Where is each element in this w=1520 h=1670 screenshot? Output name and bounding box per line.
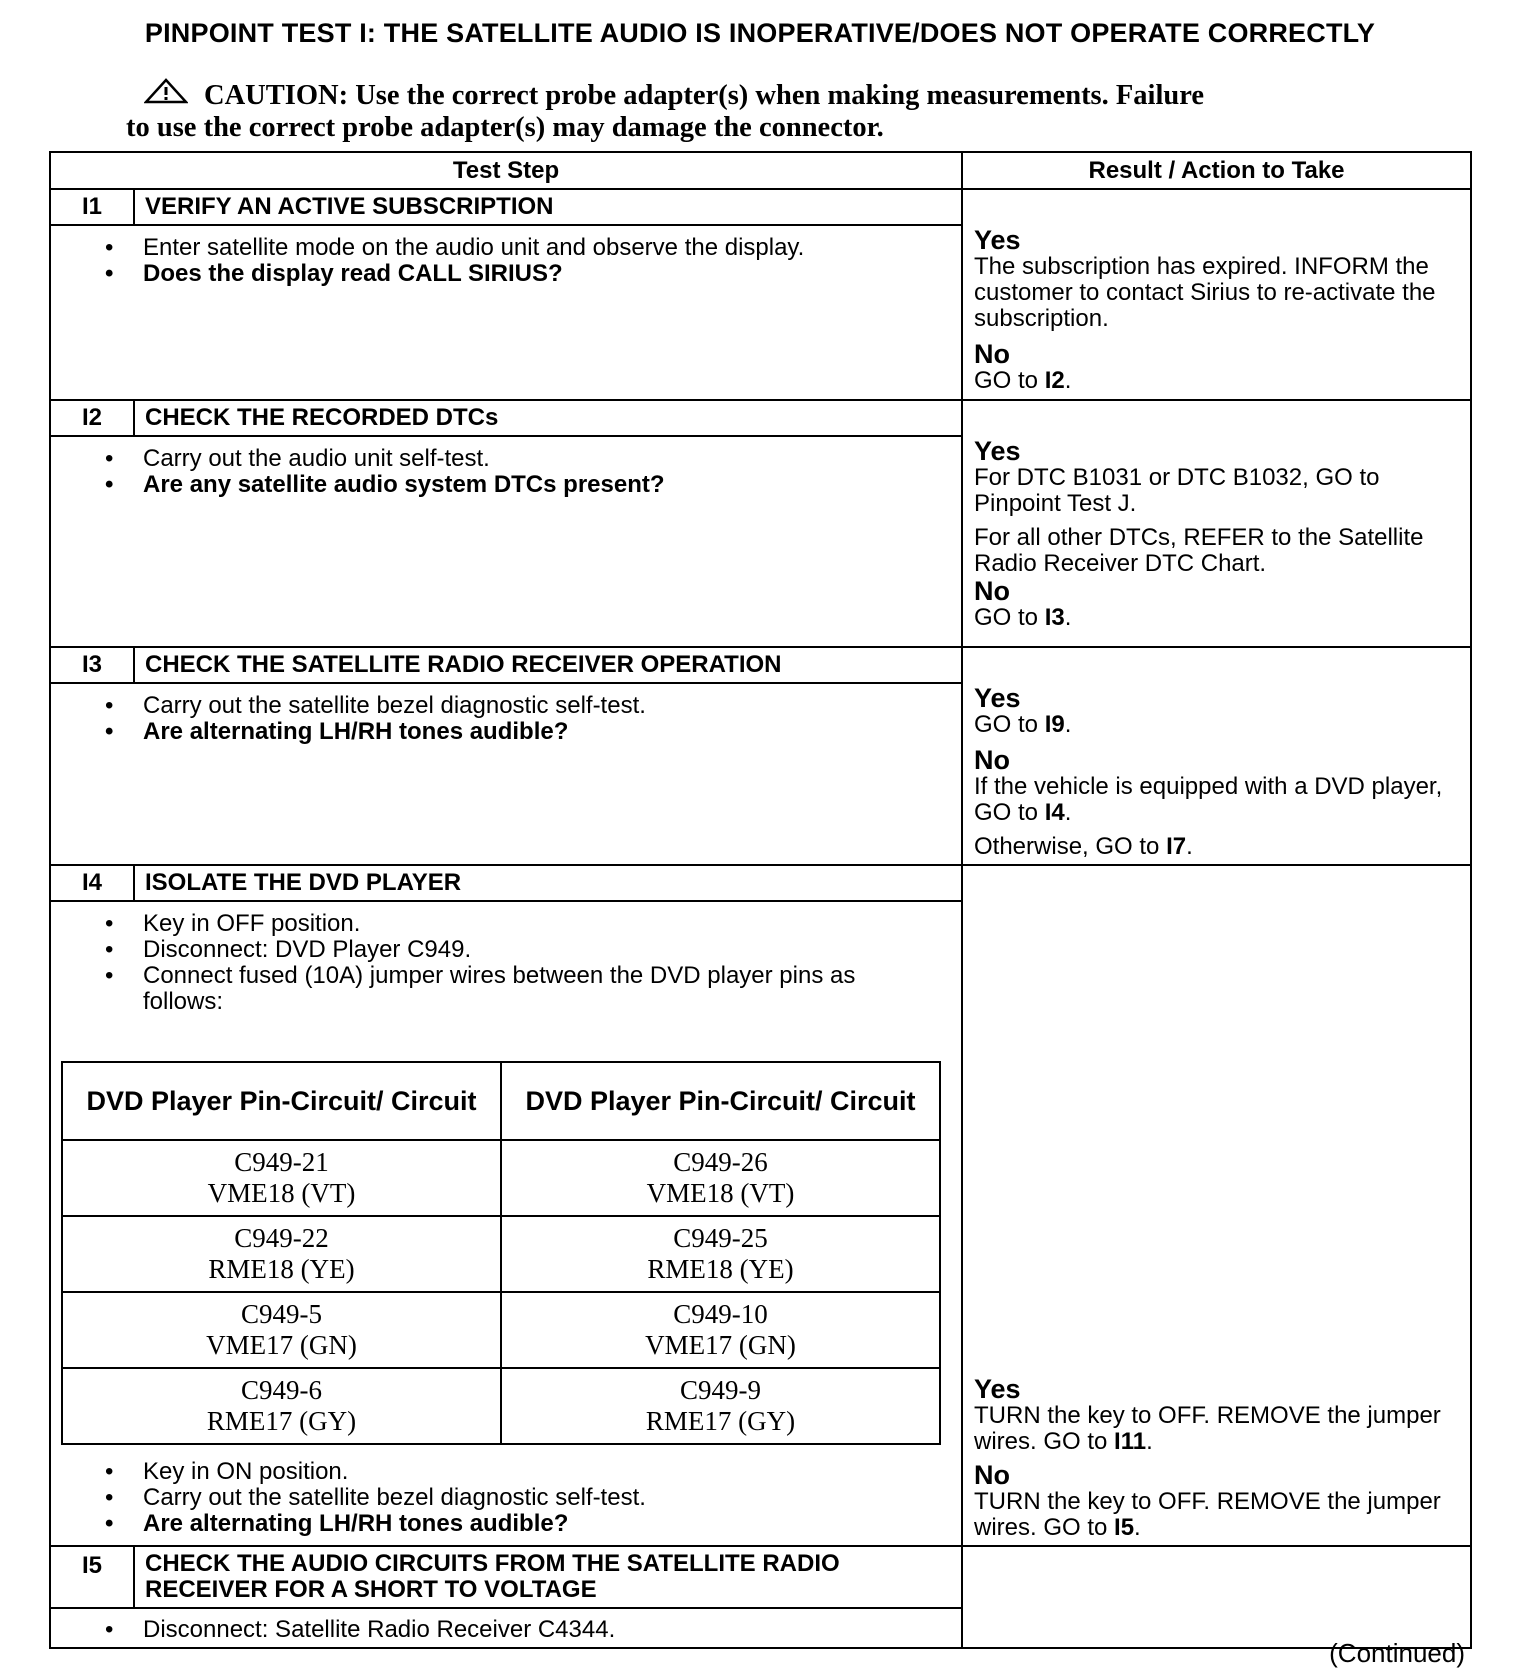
caution-line-2: to use the correct probe adapter(s) may damage the connector.: [126, 112, 884, 143]
step-number: I5: [50, 1546, 134, 1608]
step-bullet: • Carry out the satellite bezel diagnostic self-test.: [143, 693, 941, 719]
header-result: Result / Action to Take: [962, 152, 1471, 189]
caution-line-1: CAUTION: Use the correct probe adapter(s) when making measurements. Failure: [204, 80, 1205, 111]
yes-label: Yes: [974, 436, 1021, 466]
pin-cell: C949-6 RME17 (GY): [62, 1368, 501, 1444]
step-title: CHECK THE SATELLITE RADIO RECEIVER OPERATION: [134, 647, 962, 683]
step-body: [50, 683, 962, 865]
step-bullet: • Enter satellite mode on the audio unit and observe the display.: [143, 235, 941, 261]
pin-cell: C949-10 VME17 (GN): [501, 1292, 940, 1368]
no-action: If the vehicle is equipped with a DVD player, GO to I4.: [974, 773, 1443, 826]
step-number: I2: [50, 400, 134, 436]
step-result: [962, 400, 1471, 647]
step-body: [50, 436, 962, 647]
step-body: [50, 1608, 962, 1648]
pin-cell: C949-26 VME18 (VT): [501, 1140, 940, 1216]
pin-cell: C949-22 RME18 (YE): [62, 1216, 501, 1292]
step-body: [50, 225, 962, 400]
yes-label: Yes: [974, 1374, 1021, 1404]
pin-cell: C949-5 VME17 (GN): [62, 1292, 501, 1368]
step-question: • Are alternating LH/RH tones audible?: [143, 719, 941, 745]
step-bullet: • Carry out the audio unit self-test.: [143, 446, 941, 472]
yes-action: For DTC B1031 or DTC B1032, GO to Pinpoint Test J.: [974, 464, 1380, 517]
header-test-step: Test Step: [50, 152, 962, 189]
pinpoint-test-table: [49, 151, 1472, 1649]
yes-action: The subscription has expired. INFORM the customer to contact Sirius to re-activate the subscription.: [974, 253, 1436, 332]
step-body: [50, 901, 962, 1546]
step-title: CHECK THE RECORDED DTCs: [134, 400, 962, 436]
no-action: TURN the key to OFF. REMOVE the jumper wires. GO to I5.: [974, 1488, 1441, 1541]
step-bullet: • Carry out the satellite bezel diagnostic self-test.: [143, 1485, 941, 1511]
step-result: [962, 647, 1471, 865]
page-title: PINPOINT TEST I: THE SATELLITE AUDIO IS INOPERATIVE/DOES NOT OPERATE CORRECTLY: [144, 18, 1376, 48]
step-question: • Are any satellite audio system DTCs present?: [143, 472, 941, 498]
no-action-2: Otherwise, GO to I7.: [974, 833, 1193, 860]
warning-triangle-icon: [144, 78, 188, 104]
pin-table-header: DVD Player Pin-Circuit/ Circuit: [62, 1062, 501, 1140]
no-label: No: [974, 1460, 1010, 1490]
step-title: CHECK THE AUDIO CIRCUITS FROM THE SATELLITE RADIO RECEIVER FOR A SHORT TO VOLTAGE: [134, 1546, 962, 1608]
yes-label: Yes: [974, 683, 1021, 713]
no-label: No: [974, 339, 1010, 369]
dvd-pin-table: [61, 1061, 941, 1445]
yes-label: Yes: [974, 225, 1021, 255]
no-action: GO to I3.: [974, 604, 1072, 631]
pin-cell: C949-9 RME17 (GY): [501, 1368, 940, 1444]
step-result: [962, 865, 1471, 1546]
step-bullet: • Disconnect: DVD Player C949.: [143, 937, 941, 963]
pin-cell: C949-25 RME18 (YE): [501, 1216, 940, 1292]
step-question: • Are alternating LH/RH tones audible?: [143, 1511, 941, 1537]
yes-action-2: For all other DTCs, REFER to the Satellite Radio Receiver DTC Chart.: [974, 524, 1424, 577]
continued-label: (Continued): [1329, 1638, 1465, 1668]
step-title: ISOLATE THE DVD PLAYER: [134, 865, 962, 901]
step-bullet: • Key in ON position.: [143, 1459, 941, 1485]
step-bullet: • Key in OFF position.: [143, 911, 941, 937]
pin-cell: C949-21 VME18 (VT): [62, 1140, 501, 1216]
yes-action: GO to I9.: [974, 711, 1072, 738]
no-label: No: [974, 745, 1010, 775]
step-question: • Does the display read CALL SIRIUS?: [143, 261, 941, 287]
no-label: No: [974, 576, 1010, 606]
step-result: [962, 1546, 1471, 1648]
pin-table-header: DVD Player Pin-Circuit/ Circuit: [501, 1062, 940, 1140]
caution-note: [126, 78, 1392, 144]
step-number: I3: [50, 647, 134, 683]
step-bullet: • Disconnect: Satellite Radio Receiver C4344.: [143, 1617, 941, 1643]
step-number: I4: [50, 865, 134, 901]
step-title: VERIFY AN ACTIVE SUBSCRIPTION: [134, 189, 962, 225]
step-bullet: • Connect fused (10A) jumper wires between the DVD player pins as follows:: [143, 963, 941, 1015]
step-number: I1: [50, 189, 134, 225]
yes-action: TURN the key to OFF. REMOVE the jumper wires. GO to I11.: [974, 1402, 1441, 1455]
no-action: GO to I2.: [974, 367, 1072, 394]
step-result: [962, 189, 1471, 400]
